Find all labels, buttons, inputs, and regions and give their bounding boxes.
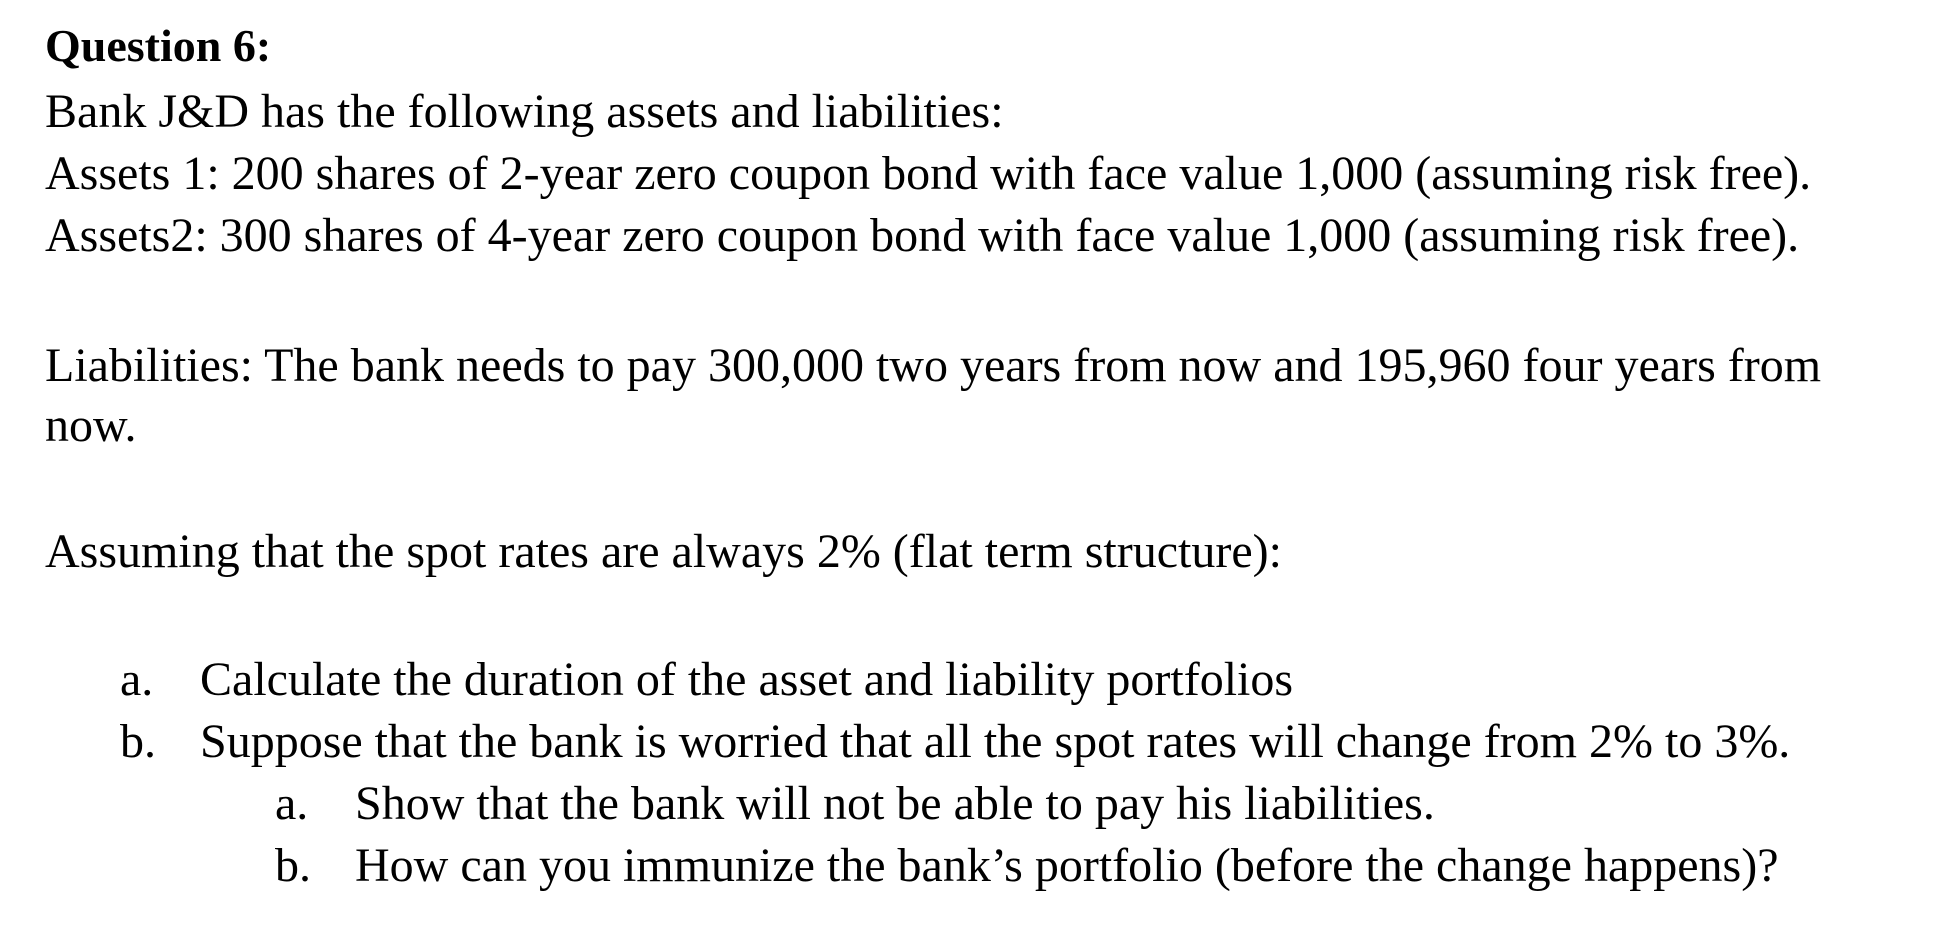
liabilities-text-line-2: now.: [45, 399, 137, 452]
asset-2-text: Assets2: 300 shares of 4-year zero coupon bond with face value 1,000 (assuming risk free).: [45, 209, 1800, 262]
list-item: [275, 838, 1915, 894]
subpart-b-text: How can you immunize the bank’s portfolio (before the change happens)?: [355, 839, 1779, 892]
asset-1-text: Assets 1: 200 shares of 2-year zero coupon bond with face value 1,000 (assuming risk free).: [45, 147, 1812, 200]
list-marker: a.: [275, 777, 309, 830]
question-title: Question 6:: [45, 20, 272, 71]
list-marker: b.: [275, 839, 311, 892]
list-item: [120, 714, 1920, 770]
intro-text: Bank J&D has the following assets and liabilities:: [45, 85, 1004, 138]
list-marker: b.: [120, 715, 156, 768]
liabilities-text-line-1: Liabilities: The bank needs to pay 300,000 two years from now and 195,960 four years from: [45, 339, 1822, 392]
part-a-text: Calculate the duration of the asset and liability portfolios: [200, 653, 1294, 706]
part-b-text: Suppose that the bank is worried that all the spot rates will change from 2% to 3%.: [200, 715, 1791, 768]
assumption-text: Assuming that the spot rates are always 2% (flat term structure):: [45, 525, 1282, 578]
list-item: [275, 776, 1915, 832]
list-marker: a.: [120, 653, 154, 706]
list-item: [120, 652, 1920, 708]
subpart-a-text: Show that the bank will not be able to pay his liabilities.: [355, 777, 1435, 830]
